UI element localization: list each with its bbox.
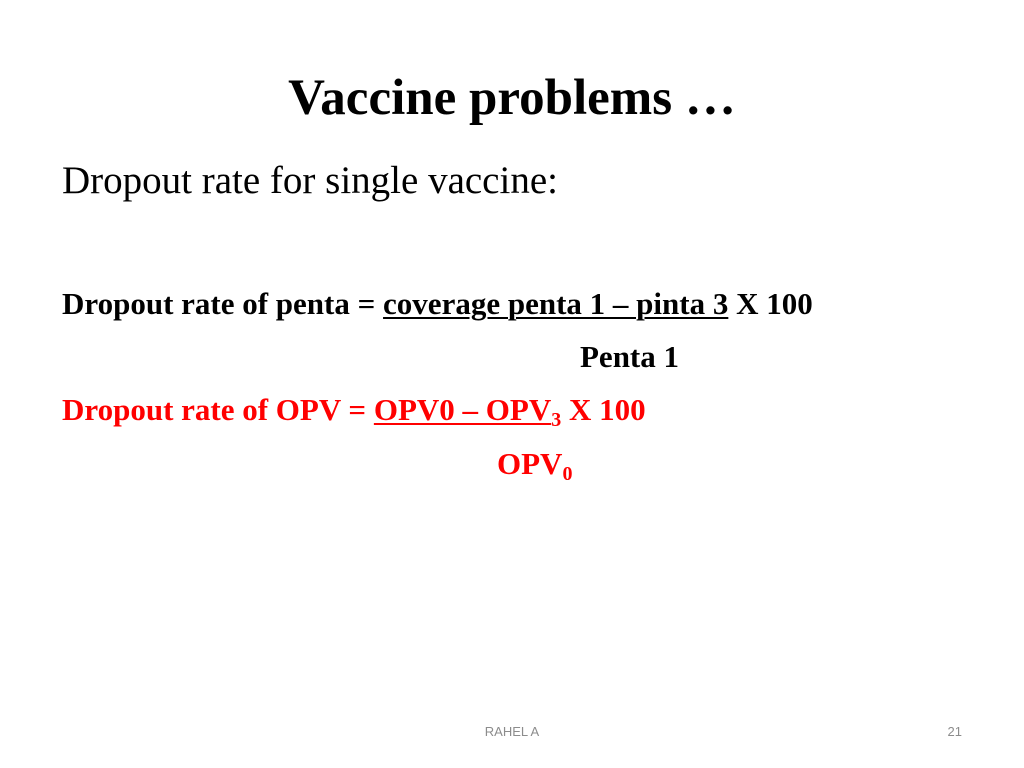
opv-formula-denominator	[497, 444, 572, 484]
penta-formula-line	[62, 284, 813, 324]
penta-formula-multiplier: X 100	[728, 286, 813, 321]
opv-formula-lhs: Dropout rate of OPV =	[62, 392, 374, 427]
footer-page-number: 21	[947, 724, 962, 739]
slide-title: Vaccine problems …	[288, 70, 736, 126]
opv-formula-multiplier: X 100	[561, 392, 646, 427]
opv-formula-denominator-main: OPV	[497, 446, 563, 481]
opv-formula-numerator-main: OPV0 – OPV	[373, 392, 552, 427]
opv-formula-denominator-sub: 0	[562, 463, 573, 485]
opv-formula-numerator	[373, 392, 562, 431]
penta-formula-numerator: coverage penta 1 – pinta 3	[383, 286, 729, 321]
penta-formula-denominator: Penta 1	[580, 339, 680, 374]
slide-subtitle: Dropout rate for single vaccine:	[62, 159, 558, 202]
footer-author: RAHEL A	[484, 724, 540, 739]
penta-formula-lhs: Dropout rate of penta =	[62, 286, 384, 321]
opv-formula-numerator-sub: 3	[551, 409, 562, 431]
opv-formula-line	[62, 390, 646, 430]
